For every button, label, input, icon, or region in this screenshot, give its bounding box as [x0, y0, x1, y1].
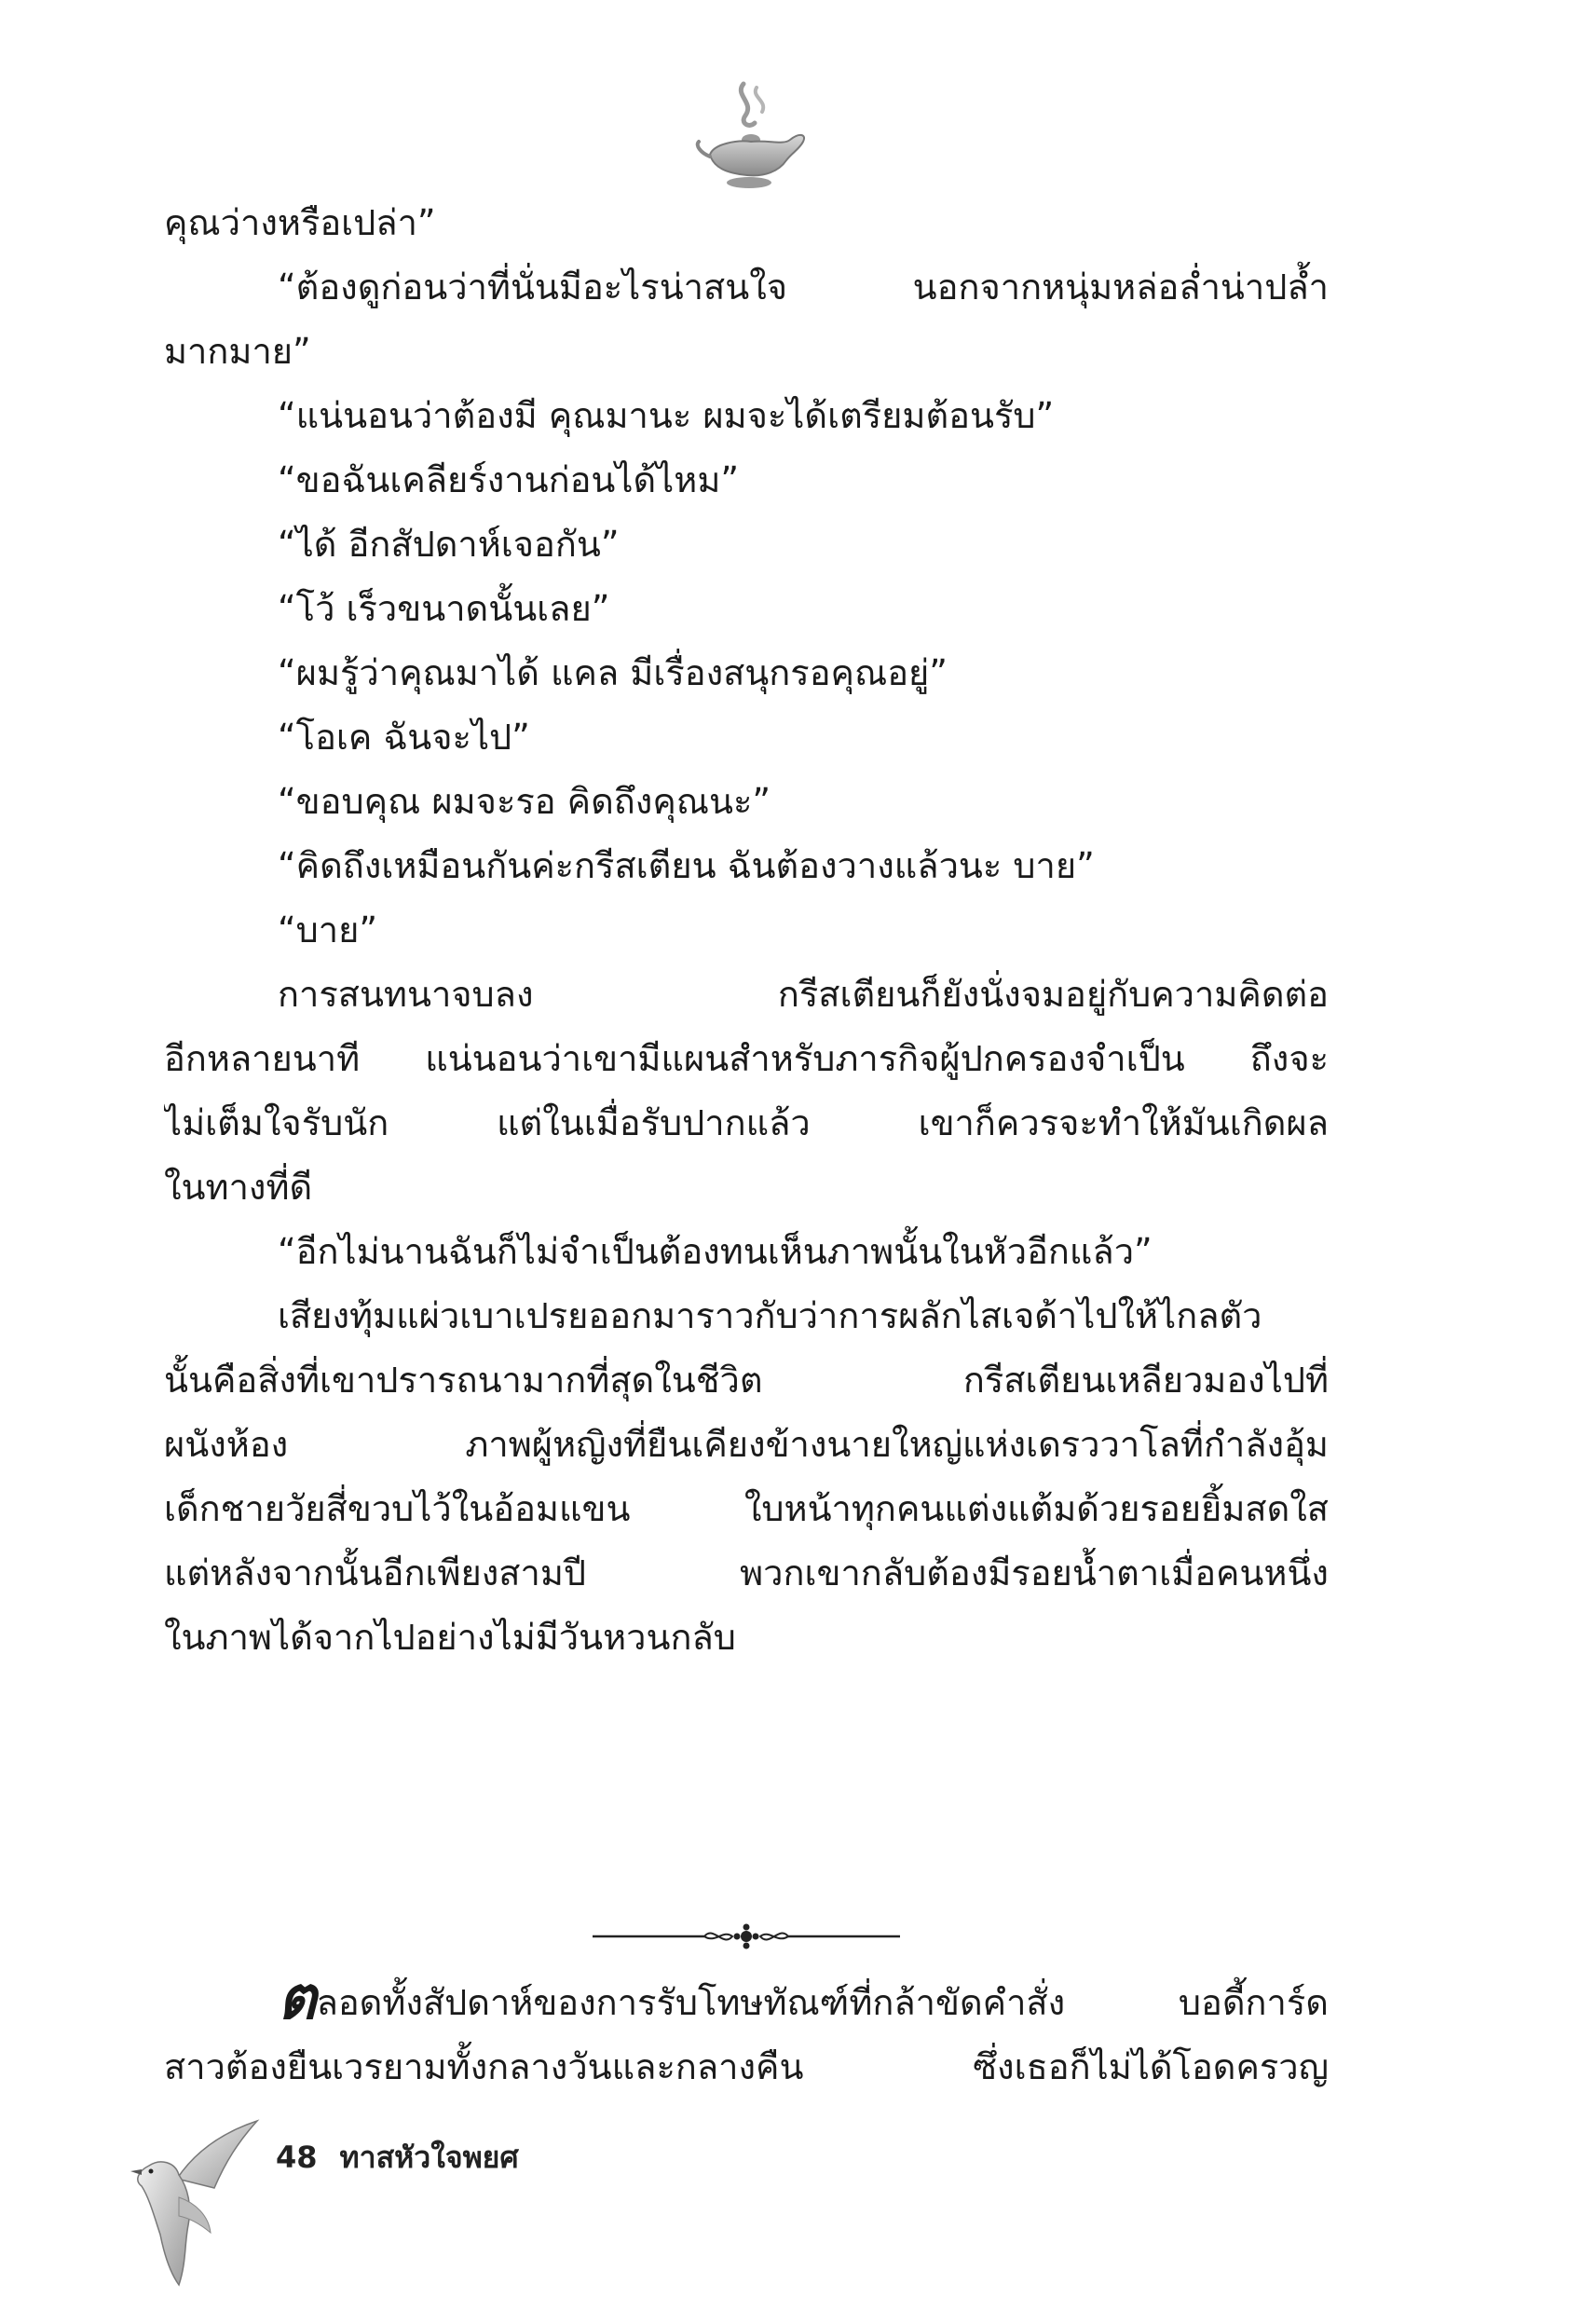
- text-line: “โว้ เร็วขนาดนั้นเลย”: [278, 588, 610, 629]
- magic-lamp-icon: [689, 75, 811, 196]
- text-line: อีกหลายนาที แน่นอนว่าเขามีแผนสำหรับภารกิจผู้ปกครองจำเป็น ถึงจะ: [164, 1038, 1329, 1079]
- text-line: ตลอดทั้งสัปดาห์ของการรับโทษทัณฑ์ที่กล้าขัดคำสั่ง บอดี้การ์ด: [164, 1971, 1329, 2035]
- text-line: “ขอฉันเคลียร์งานก่อนได้ไหม”: [278, 459, 740, 500]
- drop-cap: ต: [278, 1971, 317, 2033]
- page-footer: [276, 2134, 519, 2181]
- body-text: [164, 191, 1329, 1670]
- section-two-text: [164, 1971, 1329, 2099]
- text-line: การสนทนาจบลง กรีสเตียนก็ยังนั่งจมอยู่กับความคิดต่อ: [278, 974, 1329, 1015]
- section-divider-ornament: [593, 1918, 900, 1955]
- text-line: เสียงทุ้มแผ่วเบาเปรยออกมาราวกับว่าการผลักไสเจด้าไปให้ไกลตัว: [278, 1295, 1262, 1336]
- text-line: ในภาพได้จากไปอย่างไม่มีวันหวนกลับ: [164, 1617, 736, 1658]
- text-line: “ผมรู้ว่าคุณมาได้ แคล มีเรื่องสนุกรอคุณอยู่”: [278, 652, 948, 693]
- text-line: เด็กชายวัยสี่ขวบไว้ในอ้อมแขน ใบหน้าทุกคนแต่งแต้มด้วยรอยยิ้มสดใส: [164, 1488, 1329, 1529]
- text-line: “คิดถึงเหมือนกันค่ะกรีสเตียน ฉันต้องวางแล้วนะ บาย”: [278, 845, 1095, 886]
- text-line: แต่หลังจากนั้นอีกเพียงสามปี พวกเขากลับต้องมีรอยน้ำตาเมื่อคนหนึ่ง: [164, 1552, 1329, 1593]
- text-line: สาวต้องยืนเวรยามทั้งกลางวันและกลางคืน ซึ่งเธอก็ไม่ได้โอดครวญ: [164, 2046, 1329, 2087]
- page-number: 48: [276, 2140, 318, 2175]
- text-line: “โอเค ฉันจะไป”: [278, 717, 530, 758]
- text-line: คุณว่างหรือเปล่า”: [164, 202, 436, 243]
- text-line: ในทางที่ดี: [164, 1167, 313, 1208]
- text-line: ผนังห้อง ภาพผู้หญิงที่ยืนเคียงข้างนายใหญ่แห่งเดรววาโลที่กำลังอุ้ม: [164, 1424, 1329, 1465]
- text-line: “แน่นอนว่าต้องมี คุณมานะ ผมจะได้เตรียมต้อนรับ”: [278, 395, 1055, 436]
- text-line: “ต้องดูก่อนว่าที่นั่นมีอะไรน่าสนใจ นอกจากหนุ่มหล่อล่ำน่าปล้ำ: [278, 267, 1329, 308]
- text-line: “ได้ อีกสัปดาห์เจอกัน”: [278, 524, 620, 565]
- text-line: “ขอบคุณ ผมจะรอ คิดถึงคุณนะ”: [278, 781, 771, 822]
- text-line: “อีกไม่นานฉันก็ไม่จำเป็นต้องทนเห็นภาพนั้นในหัวอีกแล้ว”: [278, 1231, 1153, 1272]
- text-line: ไม่เต็มใจรับนัก แต่ในเมื่อรับปากแล้ว เขาก็ควรจะทำให้มันเกิดผล: [164, 1102, 1329, 1143]
- book-title: ทาสหัวใจพยศ: [339, 2140, 519, 2175]
- dove-icon: [121, 2113, 261, 2290]
- text-line: “บาย”: [278, 909, 378, 950]
- text-line: นั้นคือสิ่งที่เขาปรารถนามากที่สุดในชีวิต กรีสเตียนเหลียวมองไปที่: [164, 1360, 1329, 1401]
- text-line: มากมาย”: [164, 331, 311, 372]
